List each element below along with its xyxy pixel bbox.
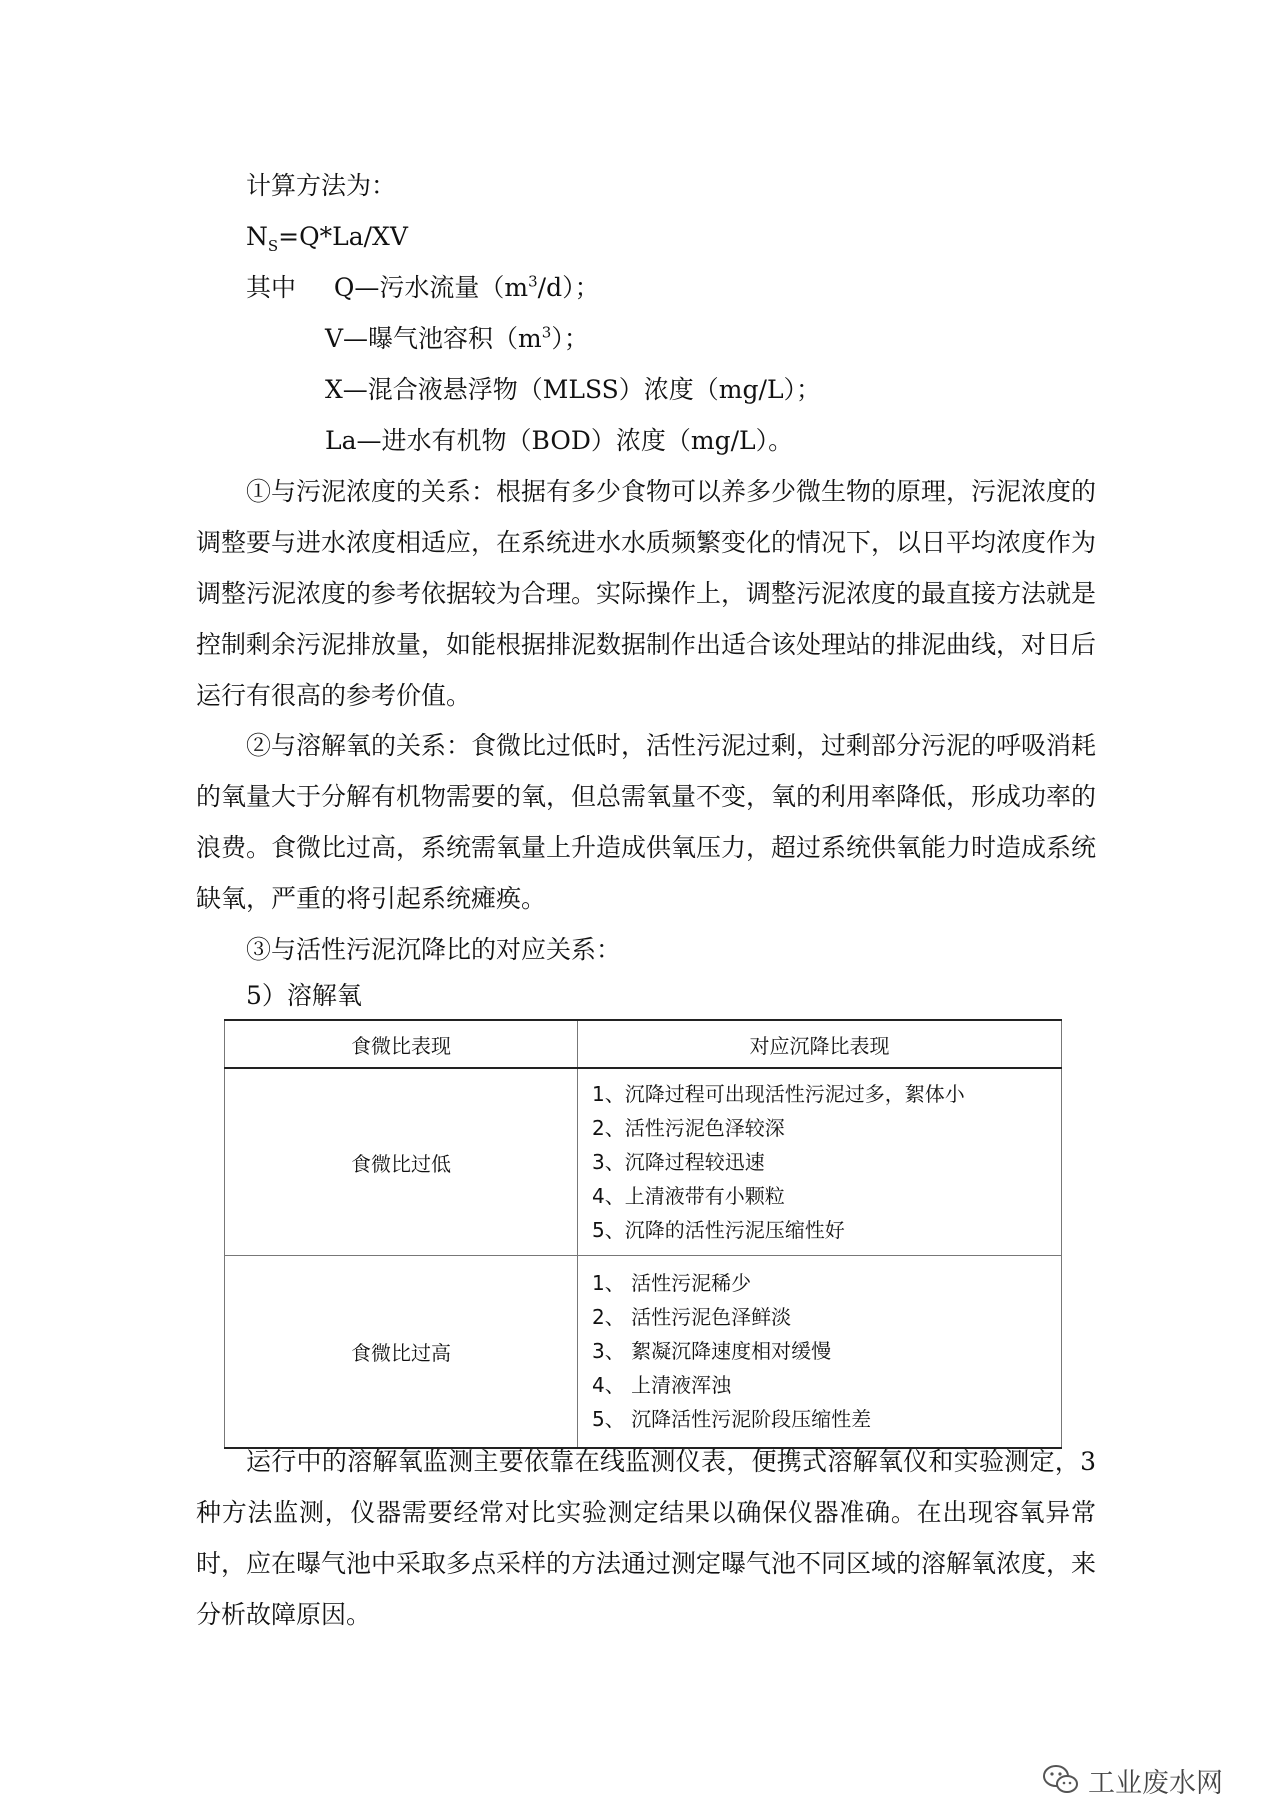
list-item: 5、沉降的活性污泥压缩性好 [592, 1218, 845, 1242]
wechat-icon [1042, 1764, 1080, 1796]
paragraph-do-monitoring: 运行中的溶解氧监测主要依靠在线监测仪表，便携式溶解氧仪和实验测定，3种方法监测，仪器需要经常对比实验测定结果以确保仪器准确。在出现容氧异常时，应在曝气池中采取多点采样的方法通过测定曝气池不同区域的溶解氧浓度，来分析故障原因。 [196, 1447, 1097, 1629]
formula-rest: =Q*La/XV [278, 222, 408, 251]
list-item: 2、活性污泥色泽较深 [592, 1116, 785, 1140]
section-heading-dissolved-oxygen: 5）溶解氧 [246, 981, 362, 1010]
definition-q-row [196, 262, 1096, 313]
table-row-items [578, 1256, 1062, 1448]
list-item: 3、 絮凝沉降速度相对缓慢 [592, 1339, 832, 1364]
table-header-settling: 对应沉降比表现 [578, 1020, 1062, 1068]
table-row-label: 食微比过高 [225, 1256, 578, 1448]
paragraph-sludge-concentration: ①与污泥浓度的关系：根据有多少食物可以养多少微生物的原理，污泥浓度的调整要与进水浓度相适应，在系统进水水质频繁变化的情况下，以日平均浓度作为调整污泥浓度的参考依据较为合理。实际操作上，调整污泥浓度的最直接方法就是控制剩余污泥排放量，如能根据排泥数据制作出适合该处理站的排泥曲线，对日后运行有很高的参考价值。 [196, 477, 1097, 710]
table-header-fm: 食微比表现 [225, 1020, 578, 1068]
watermark-text: 工业废水网 [1088, 1767, 1223, 1799]
formula-n: N [246, 222, 268, 251]
definition-q: Q—污水流量$(m^3/d)$； [333, 272, 600, 302]
table-row-items [578, 1068, 1062, 1256]
fm-ratio-table [224, 1019, 1062, 1449]
table-row [225, 1068, 1062, 1256]
table-header-row [225, 1020, 1062, 1068]
definition-x: X—混合液悬浮物（MLSS）浓度（mg/L）； [325, 375, 822, 404]
calc-label: 计算方法为： [246, 171, 397, 200]
where-label: 其中 [246, 273, 297, 302]
definition-la: La—进水有机物（BOD）浓度（mg/L）。 [325, 426, 794, 455]
paragraph-dissolved-oxygen-relation: ②与溶解氧的关系：食微比过低时，活性污泥过剩，过剩部分污泥的呼吸消耗的氧量大于分解有机物需要的氧，但总需氧量不变，氧的利用率降低，形成功率的浪费。食微比过高，系统需氧量上升造成供氧压力，超过系统供氧能力时造成系统缺氧，严重的将引起系统瘫痪。 [196, 731, 1097, 913]
list-item: 3、沉降过程较迅速 [592, 1150, 765, 1174]
table-row [225, 1256, 1062, 1448]
definition-v: V—曝气池容积$(m^3)$； [325, 323, 589, 353]
formula-subscript: S [267, 237, 279, 255]
list-item: 5、 沉降活性污泥阶段压缩性差 [592, 1407, 872, 1432]
list-item: 4、 上清液浑浊 [592, 1373, 732, 1398]
watermark [1042, 1760, 1223, 1800]
list-item: 1、 活性污泥稀少 [592, 1271, 752, 1296]
paragraph-settling-ratio: ③与活性污泥沉降比的对应关系： [246, 935, 622, 964]
list-item: 1、沉降过程可出现活性污泥过多，絮体小 [592, 1082, 965, 1106]
list-item: 4、上清液带有小颗粒 [592, 1184, 785, 1208]
formula [196, 211, 1096, 262]
table-row-label: 食微比过低 [225, 1068, 578, 1256]
list-item: 2、 活性污泥色泽鲜淡 [592, 1305, 792, 1330]
